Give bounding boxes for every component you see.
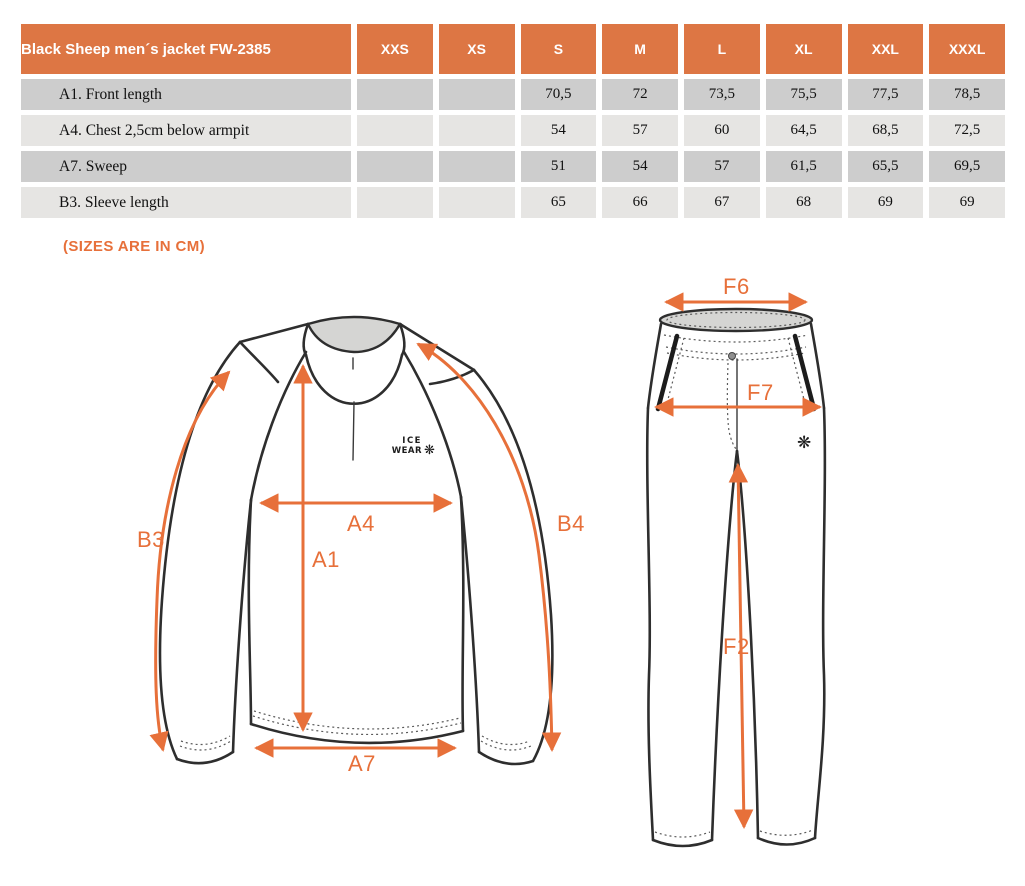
jacket-collar	[304, 317, 405, 460]
cell: 73,5	[684, 79, 760, 110]
cell: 64,5	[766, 115, 842, 146]
cell	[439, 187, 515, 218]
zipper-line	[353, 402, 354, 460]
cell: 54	[521, 115, 597, 146]
measure-label-f7: F7	[747, 380, 774, 405]
cell: 69,5	[929, 151, 1005, 182]
sizes-note: (SIZES ARE IN CM)	[63, 238, 206, 255]
cell: 65,5	[848, 151, 924, 182]
measure-label-f2: F2	[723, 634, 750, 659]
table-row-sleeve-length	[21, 187, 1005, 218]
logo-text-ice: ICE	[402, 436, 422, 446]
row-label: A4. Chest 2,5cm below armpit	[21, 115, 351, 146]
measure-label-f6: F6	[723, 275, 750, 299]
cell	[439, 79, 515, 110]
cell: 66	[602, 187, 678, 218]
cell: 77,5	[848, 79, 924, 110]
measure-label-b3: B3	[137, 527, 165, 552]
cell	[439, 151, 515, 182]
col-header-m: M	[602, 24, 678, 74]
jacket-measurements	[137, 344, 585, 776]
measure-label-a4: A4	[347, 511, 375, 536]
col-header-s: S	[521, 24, 597, 74]
cell: 68	[766, 187, 842, 218]
cell	[357, 115, 433, 146]
jacket-drawing	[130, 300, 610, 800]
measure-arrow-b4	[418, 344, 552, 750]
measure-label-a1: A1	[312, 547, 340, 572]
row-label: A7. Sweep	[21, 151, 351, 182]
cell: 68,5	[848, 115, 924, 146]
cell: 75,5	[766, 79, 842, 110]
cell: 78,5	[929, 79, 1005, 110]
waist-button	[729, 353, 736, 360]
table-row-chest	[21, 115, 1005, 146]
cell: 51	[521, 151, 597, 182]
table-row-sweep	[21, 151, 1005, 182]
size-table	[15, 19, 1011, 223]
pants-legs	[647, 408, 825, 846]
cell	[357, 79, 433, 110]
table-row-front-length	[21, 79, 1005, 110]
snowflake-icon: ❋	[797, 433, 812, 453]
col-header-xxs: XXS	[357, 24, 433, 74]
table-title: Black Sheep men´s jacket FW-2385	[21, 24, 351, 74]
measure-label-b4: B4	[557, 511, 585, 536]
cell: 61,5	[766, 151, 842, 182]
cell: 67	[684, 187, 760, 218]
col-header-xl: XL	[766, 24, 842, 74]
cell: 54	[602, 151, 678, 182]
col-header-xs: XS	[439, 24, 515, 74]
table-header-row	[21, 24, 1005, 74]
cell: 72	[602, 79, 678, 110]
cell: 69	[848, 187, 924, 218]
row-label: B3. Sleeve length	[21, 187, 351, 218]
cell	[357, 187, 433, 218]
cell: 72,5	[929, 115, 1005, 146]
cell: 57	[602, 115, 678, 146]
cell: 69	[929, 187, 1005, 218]
cell: 65	[521, 187, 597, 218]
jacket-body	[160, 324, 552, 764]
cell	[357, 151, 433, 182]
snowflake-icon: ❋	[424, 443, 435, 458]
col-header-xxl: XXL	[848, 24, 924, 74]
measure-label-a7: A7	[348, 751, 376, 776]
pocket-right	[795, 336, 814, 409]
cell: 60	[684, 115, 760, 146]
pants-waist	[648, 309, 824, 453]
pants-measurements	[656, 275, 820, 827]
row-label: A1. Front length	[21, 79, 351, 110]
cell	[439, 115, 515, 146]
icewear-logo	[392, 436, 435, 458]
cell: 70,5	[521, 79, 597, 110]
pants-drawing	[640, 275, 1025, 885]
cell: 57	[684, 151, 760, 182]
col-header-l: L	[684, 24, 760, 74]
col-header-xxxl: XXXL	[929, 24, 1005, 74]
logo-text-wear: WEAR	[391, 446, 422, 456]
